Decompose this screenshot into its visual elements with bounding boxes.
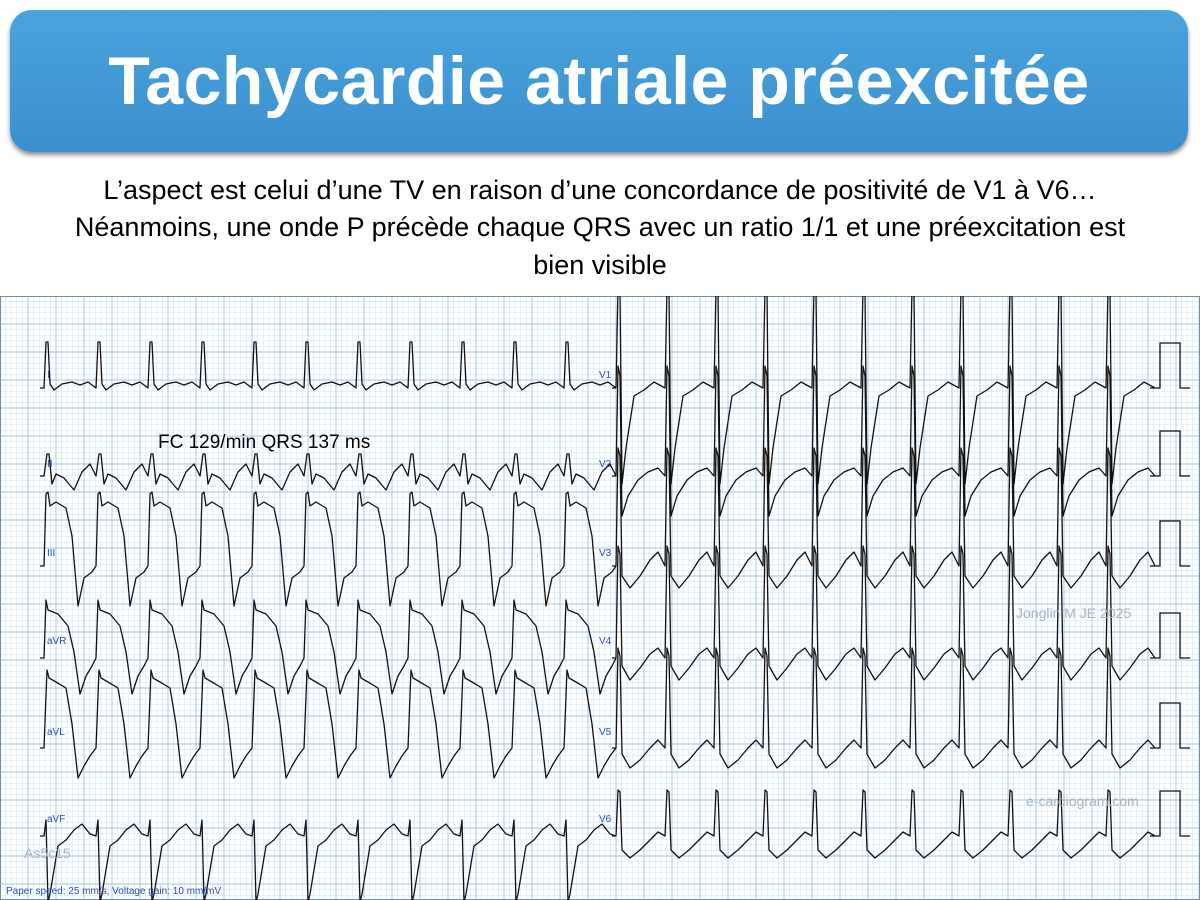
subtitle-line-2: Néanmoins, une onde P précède chaque QRS avec un ratio 1/1 et une préexcitation est — [74, 212, 1126, 243]
calibration-pulse — [1150, 431, 1190, 476]
ecg-strip — [0, 296, 1200, 900]
lead-label-I: I — [47, 370, 50, 381]
watermark-author: Jonglin M JE 2025 — [1016, 605, 1132, 621]
lead-label-V6: V6 — [599, 814, 612, 825]
ecg-trace-V3 — [612, 448, 1155, 588]
ecg-trace-V5 — [612, 648, 1155, 768]
lead-label-V5: V5 — [599, 727, 612, 738]
calibration-pulse — [1150, 343, 1190, 388]
calibration-pulse — [1150, 703, 1190, 748]
lead-label-aVL: aVL — [47, 727, 65, 738]
calibration-pulse — [1150, 791, 1190, 836]
calibration-pulse — [1150, 613, 1190, 658]
lead-label-V3: V3 — [599, 548, 612, 559]
lead-label-V1: V1 — [599, 370, 612, 381]
ecg-trace-V2 — [612, 366, 1155, 516]
lead-label-II: II — [47, 459, 53, 470]
ecg-trace-II — [40, 454, 616, 490]
paper-speed-footer: Paper speed: 25 mm/s, Voltage gain: 10 mm/mV — [6, 886, 222, 897]
ecg-trace-aVL — [40, 670, 616, 778]
lead-label-aVR: aVR — [47, 636, 67, 647]
case-id: As5c15 — [24, 845, 71, 861]
subtitle-line-3: bien visible — [533, 249, 667, 280]
title-banner — [10, 10, 1188, 152]
subtitle — [0, 172, 1200, 284]
lead-label-V4: V4 — [599, 636, 612, 647]
ecg-trace-I — [40, 342, 616, 390]
ecg-trace-aVR — [40, 600, 616, 694]
page-title: Tachycardie atriale préexcitée — [108, 43, 1090, 119]
ecg-annotation: FC 129/min QRS 137 ms — [158, 432, 371, 453]
lead-label-V2: V2 — [599, 459, 612, 470]
subtitle-line-1: L’aspect est celui d’une TV en raison d’une concordance de positivité de V1 à V6… — [103, 175, 1097, 205]
lead-label-aVF: aVF — [47, 814, 66, 825]
lead-label-III: III — [47, 548, 56, 559]
watermark-site: e-cardiogram.com — [1026, 793, 1139, 809]
